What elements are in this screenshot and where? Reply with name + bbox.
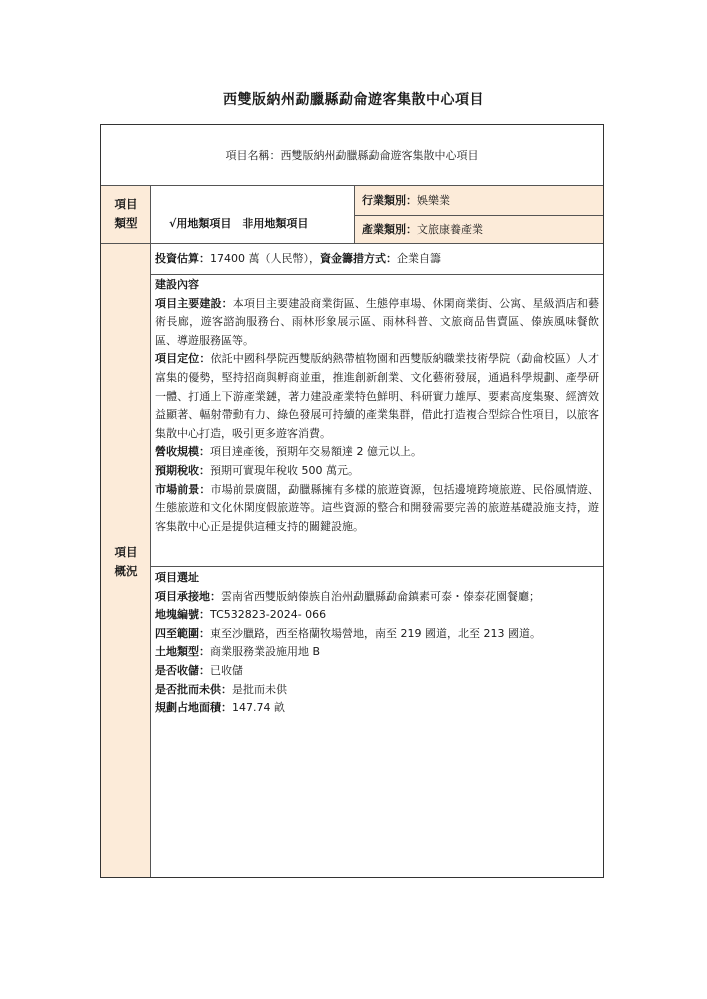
landtype-label: 土地類型： (155, 645, 210, 659)
landtype-value: 商業服務業設施用地 B (210, 645, 321, 659)
land-use-options: √用地類項目 非用地類項目 (169, 217, 309, 230)
row-divider (151, 274, 603, 275)
row-divider (101, 243, 603, 244)
sector-row (362, 222, 483, 237)
main-construction-value: 本項目主要建設商業街區、生態停車場、休閑商業街、公寓、星級酒店和藝術長廊，遊客諮詢服務台、雨林形象展示區、雨林科普、文旅商品售賣區、傣族風味餐飲區、導遊服務區等。 (155, 296, 599, 347)
positioning-label: 項目定位： (155, 352, 211, 366)
site-selection (155, 569, 599, 718)
industry-label: 行業類別： (362, 194, 417, 207)
overview-label-line2: 概況 (114, 564, 138, 578)
row-divider (101, 185, 603, 186)
overview-label-line1: 項目 (114, 545, 138, 559)
project-table (100, 124, 604, 878)
funding-value: 企業自籌 (397, 252, 441, 265)
stored-label: 是否收儲： (155, 663, 210, 677)
industry-value: 娛樂業 (417, 194, 450, 207)
main-construction-label: 項目主要建設： (155, 296, 233, 310)
plot-number (155, 606, 599, 625)
col-divider (354, 185, 355, 244)
carrier-value: 雲南省西雙版納傣族自治州勐臘縣勐侖鎮素可泰・傣泰花園餐廳； (221, 589, 540, 603)
industry-row (362, 193, 450, 208)
plot-value: TC532823-2024- 066 (210, 608, 327, 622)
revenue (155, 443, 599, 462)
project-name-row (101, 148, 603, 163)
type-label-line1: 項目 (114, 197, 138, 211)
bounds-value: 東至沙臘路，西至格蘭牧場營地，南至 219 國道，北至 213 國道。 (210, 626, 541, 640)
positioning (155, 350, 599, 443)
stored-value: 已收儲 (210, 663, 243, 677)
revenue-value: 項目達產後，預期年交易額達 2 億元以上。 (210, 445, 422, 459)
tax-label: 預期稅收： (155, 463, 210, 477)
main-construction (155, 295, 599, 351)
market (155, 481, 599, 537)
investment-value: 17400 萬（人民幣）， (210, 252, 320, 265)
positioning-value: 依託中國科學院西雙版納熱帶植物園和西雙版納職業技術學院（勐侖校區）人才富集的優勢，堅持招商與孵商並重，推進創新創業、文化藝術發展，通過科學規劃、產學研一體、打通上下游產業鏈，著力建設產業特色鮮明、科研實力雄厚、要素高度集聚、經濟效益顯著、輻射帶動有力、綠色發展可持續的產業集群，借此打造複合型綜合性項目，以旅客集散中心打造，吸引更多遊客消費。 (155, 352, 600, 440)
area-value: 147.74 畝 (232, 701, 285, 715)
stored (155, 662, 599, 681)
type-label (104, 195, 148, 233)
sector-label: 產業類別： (362, 223, 417, 236)
tax (155, 462, 599, 481)
plot-label: 地塊編號： (155, 608, 210, 622)
investment-row (155, 251, 441, 266)
site-heading: 項目選址 (155, 571, 199, 584)
row-divider (151, 566, 603, 567)
construction-content (155, 276, 599, 536)
approved (155, 681, 599, 700)
document-title: 西雙版納州勐臘縣勐侖遊客集散中心項目 (223, 92, 484, 108)
overview-label (104, 543, 148, 581)
bounds (155, 625, 599, 644)
land-type (155, 643, 599, 662)
revenue-label: 營收規模： (155, 445, 210, 459)
bounds-label: 四至範圍： (155, 626, 210, 640)
market-value: 市場前景廣闊，勐臘縣擁有多樣的旅遊資源，包括邊境跨境旅遊、民俗風情遊、生態旅遊和文化休閑度假旅遊等。這些資源的整合和開發需要完善的旅遊基礎設施支持，遊客集散中心正是提供這種支持的關鍵設施。 (155, 482, 600, 533)
market-label: 市場前景： (155, 482, 211, 496)
tax-value: 預期可實現年稅收 500 萬元。 (210, 463, 359, 477)
type-label-line2: 類型 (114, 216, 138, 230)
sector-value: 文旅康養產業 (417, 223, 483, 236)
carrier (155, 588, 599, 607)
approved-value: 是批而未供 (232, 682, 287, 696)
investment-label: 投資估算： (155, 252, 210, 265)
funding-label: 資金籌措方式： (320, 252, 397, 265)
row-divider (354, 215, 603, 216)
area-label: 規劃占地面積： (155, 701, 232, 715)
project-name-value: 西雙版納州勐臘縣勐侖遊客集散中心項目 (280, 149, 479, 162)
col-divider (150, 185, 151, 877)
construction-heading: 建設內容 (155, 278, 199, 291)
planned-area (155, 699, 599, 718)
approved-label: 是否批而未供： (155, 682, 232, 696)
project-name-label: 項目名稱： (225, 149, 281, 162)
carrier-label: 項目承接地： (155, 589, 221, 603)
